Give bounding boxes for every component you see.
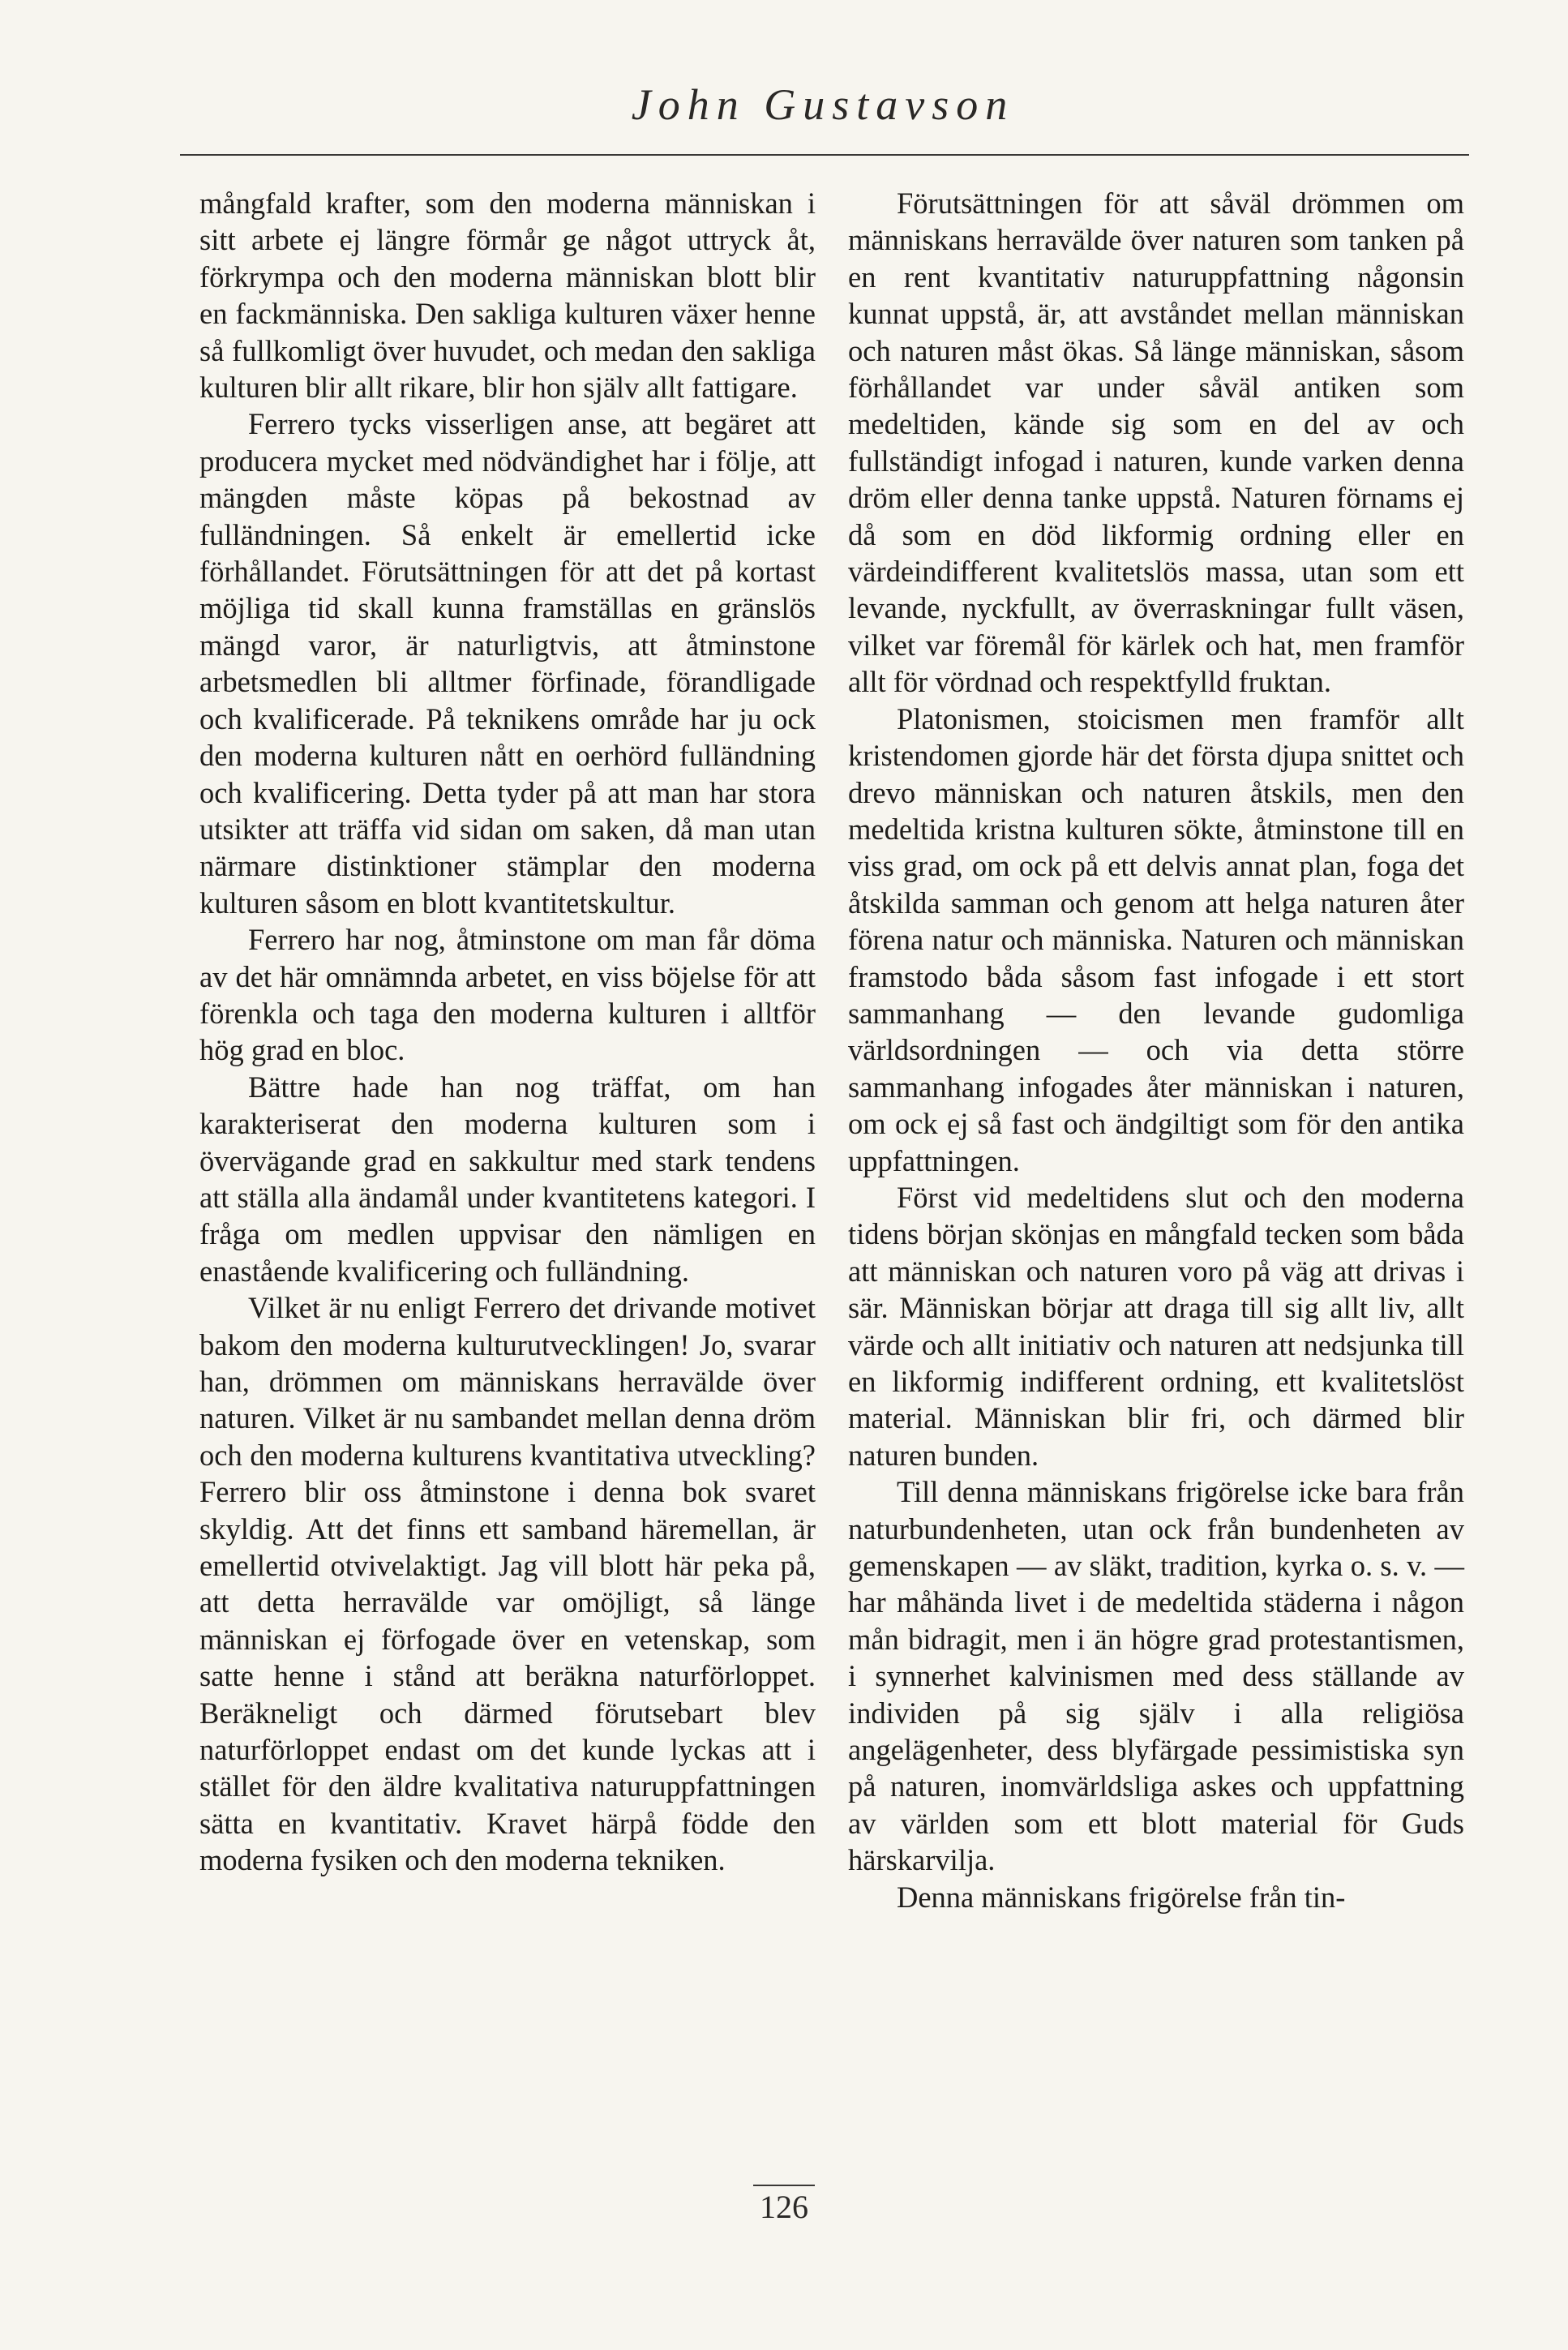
- right-paragraph-5: Denna människans frigörelse från tin-: [897, 1880, 1346, 1914]
- left-paragraph-4: Bättre hade han nog träffat, om han karakteriserat den moderna kulturen som i övervägande grad en sakkultur med stark tendens att ställa alla ändamål under kvantitetens kategori. I fråga om medlen uppvisar den nämligen en enastående kvalificering och fulländning.: [199, 1070, 816, 1288]
- right-text-column: [848, 185, 1464, 1915]
- page-number: 126: [753, 2185, 815, 2226]
- left-paragraph-5: Vilket är nu enligt Ferrero det drivande motivet bakom den moderna kulturutvecklingen! Jo, svarar han, drömmen om människans herravälde över naturen. Vilket är nu sambandet mellan denna dröm och den moderna kulturens kvantitativa utveckling? Ferrero blir oss åtminstone i denna bok svaret skyldig. Att det finns ett samband häremellan, är emellertid otvivelaktigt. Jag vill blott här peka på, att detta herravälde var omöjligt, så länge människan ej förfogade över en vetenskap, som satte henne i stånd att beräkna naturförloppet. Beräkneligt och därmed förutsebart blev naturförloppet endast om det kunde lyckas att i stället för den äldre kvalitativa naturuppfattningen sätta en kvantitativ. Kravet härpå födde den moderna fysiken och den moderna tekniken.: [199, 1291, 816, 1877]
- left-paragraph-3: Ferrero har nog, åtminstone om man får döma av det här omnämnda arbetet, en viss böjelse för att förenkla och taga den moderna kulturen i alltför hög grad en bloc.: [199, 923, 816, 1067]
- right-paragraph-1: Förutsättningen för att såväl drömmen om människans herravälde över naturen som tanken på en rent kvantitativ naturuppfattning någonsin kunnat uppstå, är, att avståndet mellan människan och naturen måst ökas. Så länge människan, såsom förhållandet var under såväl antiken som medeltiden, kände sig som en del av och fullständigt infogad i naturen, kunde varken denna dröm eller denna tanke uppstå. Naturen förnams ej då som en död likformig ordning eller en värdeindifferent kvalitetslös massa, utan som ett levande, nyckfullt, av överraskningar fullt väsen, vilket var föremål för kärlek och hat, men framför allt för vördnad och respektfylld fruktan.: [848, 187, 1464, 699]
- right-paragraph-2: Platonismen, stoicismen men framför allt kristendomen gjorde här det första djupa snittet och drevo människan och naturen åtskils, men den medeltida kristna kulturen sökte, åtminstone till en viss grad, om ock på ett delvis annat plan, foga det åtskilda samman och genom att helga naturen åter förena natur och människa. Naturen och människan framstodo båda såsom fast infogade i ett stort sammanhang — den levande gudomliga världsordningen — och via detta större sammanhang infogades åter människan i naturen, om ock ej så fast och ändgiltigt som för den antika uppfattningen.: [848, 701, 1464, 1177]
- header-rule: [180, 154, 1469, 156]
- right-paragraph-4: Till denna människans frigörelse icke bara från naturbundenheten, utan ock från bundenheten av gemenskapen — av släkt, tradition, kyrka o. s. v. — har måhända livet i de medeltida städerna i någon mån bidragit, men i än högre grad protestantismen, i synnerhet kalvinismen med dess ställande av individen på sig själv i alla religiösa angelägenheter, dess blyfärgade pessimistiska syn på naturen, inomvärldsliga askes och uppfattning av världen som ett blott material för Guds härskarvilja.: [848, 1475, 1464, 1877]
- left-paragraph-2: Ferrero tycks visserligen anse, att begäret att producera mycket med nödvändighet har i följe, att mängden måste köpas på bekostnad av fulländningen. Så enkelt är emellertid icke förhållandet. Förutsättningen för att det på kortast möjliga tid skall kunna framställas en gränslös mängd varor, är naturligtvis, att åtminstone arbetsmedlen bli alltmer förfinade, förandligade och kvalificerade. På teknikens område har ju ock den moderna kulturen nått en oerhörd fulländning och kvalificering. Detta tyder på att man har stora utsikter att träffa vid sidan om saken, då man utan närmare distinktioner stämplar den moderna kulturen såsom en blott kvantitetskultur.: [199, 407, 816, 920]
- right-paragraph-3: Först vid medeltidens slut och den moderna tidens början skönjas en mångfald tecken som båda att människan och naturen voro på väg att drivas i sär. Människan börjar att draga till sig allt liv, allt värde och allt initiativ och naturen att nedsjunka till en likformig indifferent ordning, ett kvalitetslöst material. Människan blir fri, och därmed blir naturen bunden.: [848, 1180, 1464, 1472]
- running-head-author: John Gustavson: [631, 80, 1015, 129]
- left-text-column: [199, 185, 816, 1879]
- left-paragraph-1: mångfald krafter, som den moderna människan i sitt arbete ej längre förmår ge något uttryck åt, förkrympa och den moderna människan blott blir en fackmänniska. Den sakliga kulturen växer henne så fullkomligt över huvudet, och medan den sakliga kulturen blir allt rikare, blir hon själv allt fattigare.: [199, 187, 816, 405]
- page-number-container: [0, 2185, 1568, 2226]
